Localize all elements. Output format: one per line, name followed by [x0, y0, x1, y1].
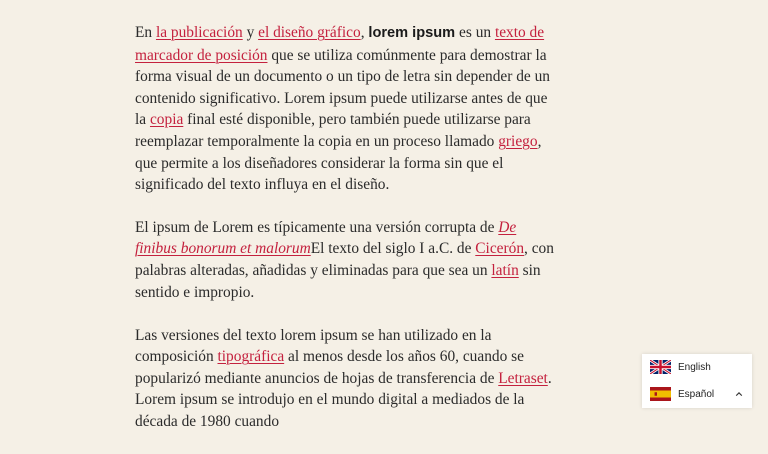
link-ciceron[interactable]: Cicerón — [475, 240, 525, 258]
text: El texto del siglo I a.C. de — [310, 240, 476, 258]
uk-flag-icon — [650, 360, 671, 374]
link-latin[interactable]: latín — [491, 261, 519, 279]
text: es un — [455, 24, 495, 41]
link-tipografica[interactable]: tipográfica — [217, 348, 285, 366]
chevron-up-icon[interactable] — [735, 390, 743, 398]
link-el-diseno-grafico[interactable]: el diseño gráfico — [258, 24, 361, 41]
paragraph-1 — [135, 22, 555, 196]
link-la-publicacion[interactable]: la publicación — [155, 24, 243, 41]
text: sin sentido e impropio. — [135, 261, 541, 301]
language-label-english: English — [678, 361, 711, 373]
text: , que permite a los diseñadores considerar la forma sin que el significado del texto influya en el diseño. — [135, 132, 542, 194]
text: que se utiliza comúnmente para demostrar la forma visual de un documento o un tipo de letra sin depender de un contenido significativo. Lorem ipsum puede utilizarse antes de que la — [135, 46, 551, 129]
link-griego[interactable]: griego — [498, 132, 538, 150]
text: al menos desde los años 60, cuando se popularizó mediante anuncios de hojas de transferencia de — [135, 348, 524, 387]
language-option-english[interactable] — [642, 354, 752, 380]
paragraph-2 — [135, 217, 555, 303]
link-letraset[interactable]: Letraset — [498, 369, 548, 387]
language-switcher[interactable] — [642, 354, 752, 408]
text: . Lorem ipsum se introdujo en el mundo digital a mediados de la década de 1980 cuando — [135, 369, 552, 430]
language-label-espanol: Español — [678, 388, 715, 400]
text: final esté disponible, pero también puede utilizarse para reemplazar temporalmente la copia en un proceso llamado — [135, 111, 531, 150]
link-de-finibus[interactable]: De finibus bonorum et malorum — [135, 218, 517, 258]
text: , con palabras alteradas, añadidas y eliminadas para que sea un — [135, 240, 554, 279]
article-body — [135, 22, 555, 454]
link-texto-de-marcador[interactable]: texto de marcador de posición — [135, 24, 545, 64]
paragraph-3 — [135, 325, 555, 433]
text: El ipsum de Lorem es típicamente una versión corrupta de — [135, 218, 499, 236]
bold-term-lorem-ipsum: lorem ipsum — [368, 25, 456, 41]
text: En — [135, 24, 156, 41]
spain-flag-icon — [650, 387, 671, 401]
text: , — [360, 24, 369, 41]
text: y — [242, 24, 259, 41]
text: Las versiones del texto lorem ipsum se han utilizado en la composición — [135, 326, 492, 366]
link-copia[interactable]: copia — [149, 111, 184, 129]
language-option-espanol[interactable] — [642, 381, 752, 407]
